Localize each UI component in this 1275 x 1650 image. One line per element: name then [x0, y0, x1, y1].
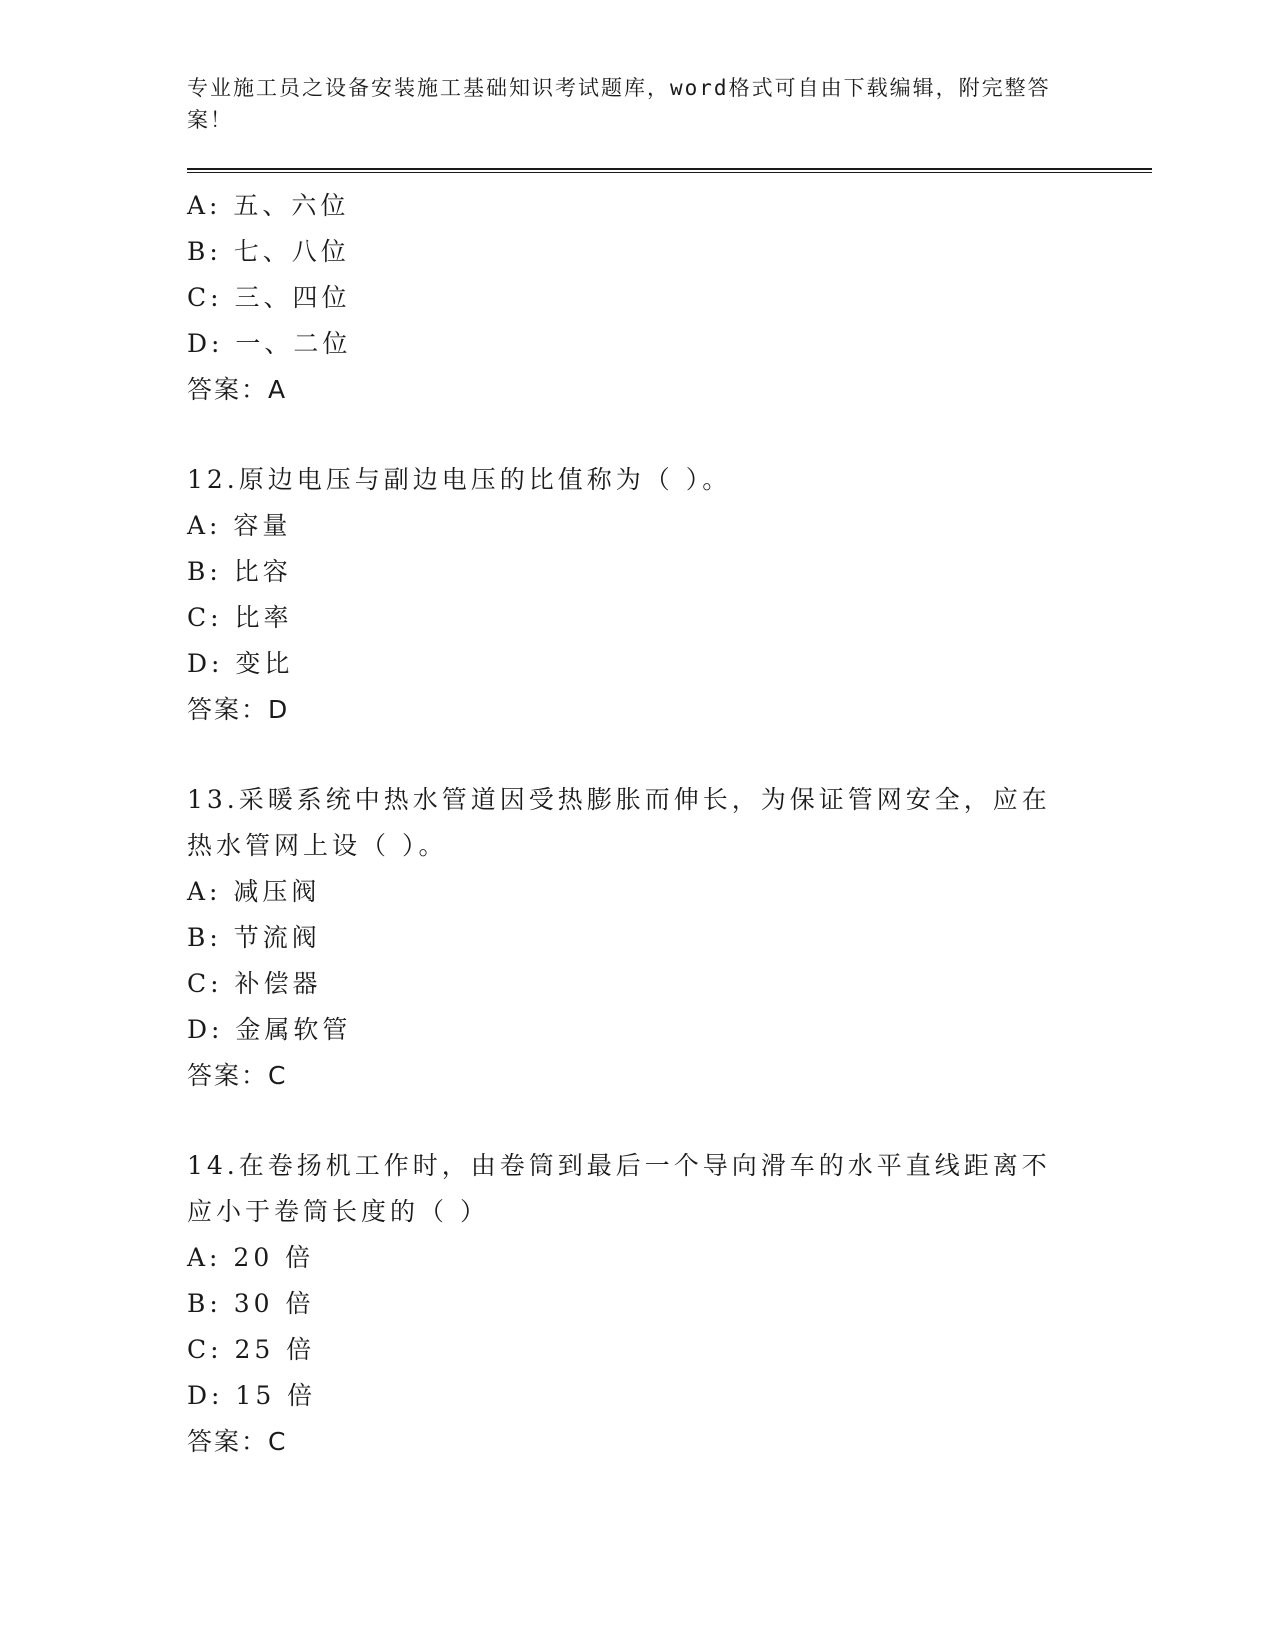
option-d: D: 15 倍 [187, 1381, 317, 1410]
spacer [187, 413, 1152, 457]
answer-line: 答案：A [187, 375, 288, 404]
option-a: A: 减压阀 [187, 877, 321, 906]
option-b: B: 七、八位 [187, 237, 350, 266]
option-c: C: 三、四位 [187, 283, 351, 312]
option-d: D: 金属软管 [187, 1015, 352, 1044]
option-d: D: 变比 [187, 649, 294, 678]
header-divider [187, 168, 1152, 173]
option-d: D: 一、二位 [187, 329, 352, 358]
option-a: A: 20 倍 [187, 1243, 315, 1272]
option-a: A: 五、六位 [187, 191, 350, 220]
option-c: C: 补偿器 [187, 969, 322, 998]
question-block-12 [187, 457, 1152, 733]
option-c: C: 比率 [187, 603, 293, 632]
answer-line: 答案：C [187, 1427, 288, 1456]
spacer [187, 733, 1152, 777]
question-list [187, 183, 1152, 1465]
spacer [187, 1099, 1152, 1143]
question-text: 12.原边电压与副边电压的比值称为（ ）。 [187, 465, 732, 494]
option-b: B: 30 倍 [187, 1289, 315, 1318]
document-header-text: 专业施工员之设备安装施工基础知识考试题库，word格式可自由下载编辑，附完整答案！ [187, 76, 1051, 132]
option-b: B: 比容 [187, 557, 292, 586]
question-block-13 [187, 777, 1152, 1099]
option-a: A: 容量 [187, 511, 292, 540]
answer-line: 答案：C [187, 1061, 288, 1090]
question-block-11 [187, 183, 1152, 413]
question-text: 14.在卷扬机工作时，由卷筒到最后一个导向滑车的水平直线距离不应小于卷筒长度的（ ） [187, 1151, 1051, 1226]
question-text: 13.采暖系统中热水管道因受热膨胀而伸长，为保证管网安全，应在热水管网上设（ ）。 [187, 785, 1051, 860]
question-block-14 [187, 1143, 1152, 1465]
option-b: B: 节流阀 [187, 923, 321, 952]
answer-line: 答案：D [187, 695, 290, 724]
document-page [187, 72, 1152, 1465]
option-c: C: 25 倍 [187, 1335, 316, 1364]
